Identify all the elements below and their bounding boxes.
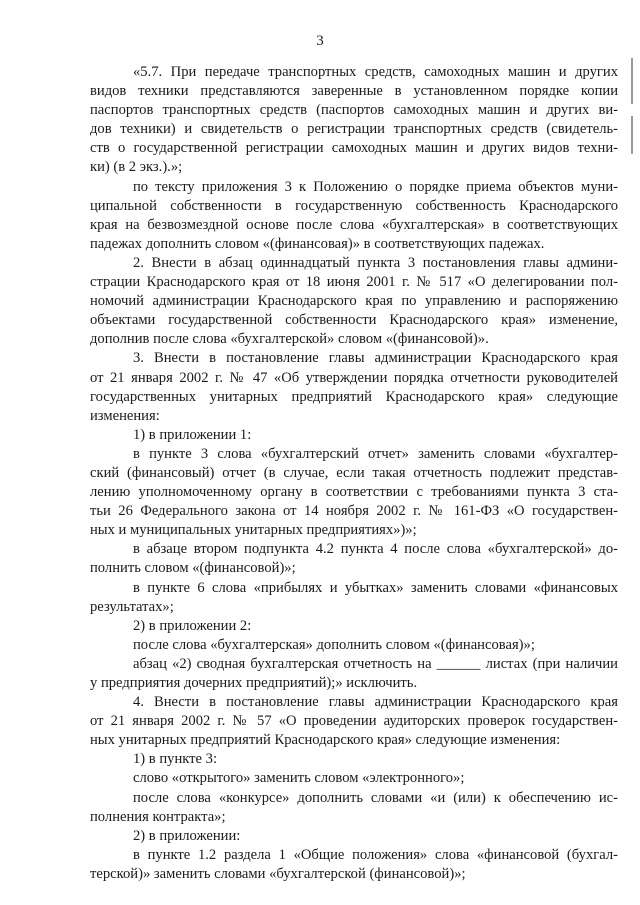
document-body	[90, 63, 618, 884]
text-line: 4. Внести в постановление главы администрации Краснодарского края	[133, 694, 618, 711]
text-line: после слова «конкурсе» дополнить словами «и (или) к обеспечению ис-	[133, 789, 618, 806]
text-line: ский (финансовый) отчет (в случае, если такая отчетность подлежит представ-	[90, 464, 618, 481]
page-number: 3	[316, 33, 324, 49]
text-line: 2. Внести в абзац одиннадцатый пункта 3 постановления главы админи-	[133, 254, 618, 271]
text-line: видов техники представляются заверенные в установленном порядке копии	[90, 83, 618, 100]
text-line: ных и муниципальных унитарных предприятиях»)»;	[90, 522, 417, 539]
text-line: полнить словом «(финансовой)»;	[90, 560, 296, 577]
text-line: дополнив после слова «бухгалтерской» словом «(финансовой)».	[90, 331, 489, 348]
text-line: по тексту приложения 3 к Положению о порядке приема объектов муни-	[133, 178, 618, 195]
text-line: абзац «2) сводная бухгалтерская отчетность на ______ листах (при наличии	[133, 655, 618, 672]
text-line: 1) в приложении 1:	[133, 426, 252, 443]
text-line: терской)» заменить словами «бухгалтерской (финансовой)»;	[90, 865, 466, 882]
text-line: паспортов транспортных средств (паспортов самоходных машин и других ви-	[90, 102, 618, 119]
text-line: в пункте 3 слова «бухгалтерский отчет» заменить словами «бухгалтер-	[133, 445, 618, 462]
text-line: от 21 января 2002 г. № 47 «Об утверждении порядка отчетности руководителей	[90, 369, 618, 386]
text-line: от 21 января 2002 г. № 57 «О проведении аудиторских проверок государствен-	[90, 713, 618, 730]
text-line: края на безвозмездной основе после слова «бухгалтерская» в соответствующих	[90, 216, 618, 233]
text-line: страции Краснодарского края от 18 июня 2001 г. № 517 «О делегировании пол-	[90, 274, 618, 291]
text-line: после слова «бухгалтерская» дополнить словом «(финансовая)»;	[133, 636, 535, 653]
text-line: государственных унитарных предприятий Краснодарского края» следующие	[90, 388, 618, 405]
text-line: 2) в приложении:	[133, 827, 241, 844]
text-line: результатах»;	[90, 598, 174, 615]
text-line: тьи 26 Федерального закона от 14 ноября 2002 г. № 161-ФЗ «О государствен-	[90, 503, 618, 520]
text-line: ств о государственной регистрации самоходных машин и других видов техни-	[90, 140, 618, 157]
text-line: в пункте 6 слова «прибылях и убытках» заменить словами «финансовых	[133, 579, 618, 596]
text-line: падежах дополнить словом «(финансовая)» в соответствующих падежах.	[90, 235, 545, 252]
text-line: слово «открытого» заменить словом «электронного»;	[133, 770, 465, 787]
text-line: ных унитарных предприятий Краснодарского края» следующие изменения:	[90, 732, 561, 749]
text-line: дов техники) и свидетельств о регистрации транспортных средств (свидетель-	[90, 121, 618, 138]
text-line: ки) (в 2 экз.).»;	[90, 159, 183, 176]
text-line: полнения контракта»;	[90, 808, 226, 825]
text-line: «5.7. При передаче транспортных средств, самоходных машин и других	[133, 64, 618, 80]
text-line: ципальной собственности в государственную собственность Краснодарского	[90, 197, 618, 214]
text-line: объектами государственной собственности Краснодарского края» изменение,	[90, 312, 618, 329]
scan-edge-mark	[631, 58, 633, 104]
text-line: номочий администрации Краснодарского края по управлению и распоряжению	[90, 293, 618, 310]
text-line: в пункте 1.2 раздела 1 «Общие положения» слова «финансовой (бухгал-	[133, 846, 618, 863]
text-line: 1) в пункте 3:	[133, 751, 218, 768]
text-line: лению уполномоченному органу в соответствии с требованиями пункта 3 ста-	[90, 484, 618, 501]
text-line: у предприятия дочерних предприятий);» исключить.	[90, 675, 418, 691]
text-line: изменения:	[90, 407, 160, 424]
text-line: 3. Внести в постановление главы администрации Краснодарского края	[133, 350, 618, 367]
text-line: в абзаце втором подпункта 4.2 пункта 4 после слова «бухгалтерской» до-	[133, 541, 618, 558]
scan-edge-mark	[631, 116, 633, 154]
text-line: 2) в приложении 2:	[133, 617, 252, 634]
